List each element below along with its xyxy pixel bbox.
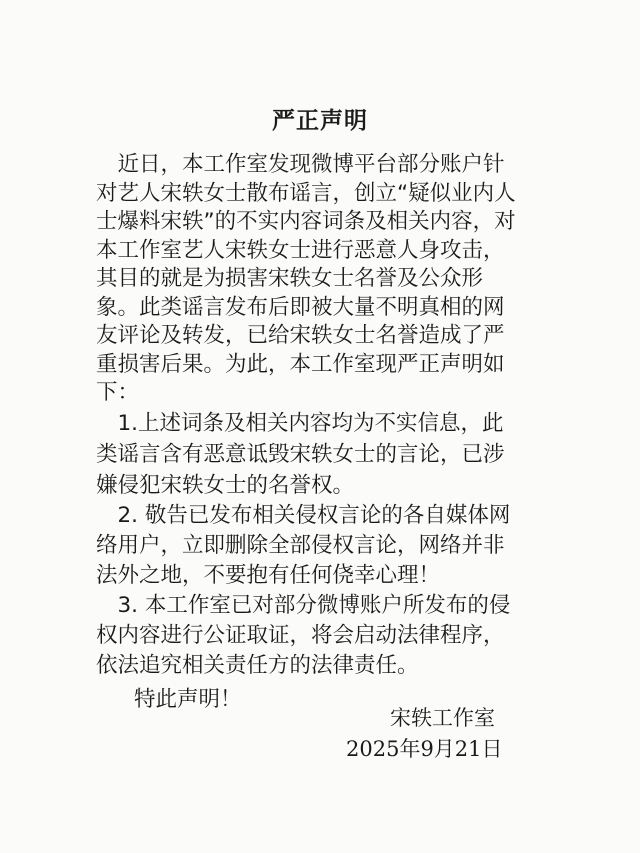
item-2-line: 2. 敬告已发布相关侵权言论的各自媒体网 [96, 503, 511, 528]
intro-line: 友评论及转发，已给宋轶女士名誉造成了严 [96, 323, 505, 348]
signature-name: 宋轶工作室 [390, 706, 495, 730]
page-title: 严正声明 [272, 108, 368, 134]
intro-line: 对艺人宋轶女士散布谣言，创立“疑似业内人 [96, 181, 516, 206]
item-3-line: 权内容进行公证取证，将会启动法律程序， [96, 623, 505, 648]
item-1-line: 类谣言含有恶意诋毁宋轶女士的言论，已涉 [96, 442, 505, 467]
item-3-line: 3. 本工作室已对部分微博账户所发布的侵 [96, 593, 511, 618]
intro-line: 其目的就是为损害宋轶女士名誉及公众形 [96, 266, 484, 291]
item-3-line: 依法追究相关责任方的法律责任。 [96, 653, 419, 678]
intro-line: 近日，本工作室发现微博平台部分账户针 [96, 152, 505, 177]
signature-date: 2025年9月21日 [346, 737, 503, 761]
item-2-line: 法外之地，不要抱有任何侥幸心理！ [96, 563, 441, 588]
item-1-line: 1.上述词条及相关内容均为不实信息，此 [96, 411, 504, 436]
intro-line: 士爆料宋轶”的不实内容词条及相关内容，对 [96, 209, 516, 234]
item-1-line: 嫌侵犯宋轶女士的名誉权。 [96, 473, 355, 498]
intro-line: 重损害后果。为此，本工作室现严正声明如 [96, 352, 505, 377]
intro-line: 本工作室艺人宋轶女士进行恶意人身攻击， [96, 238, 505, 263]
closing-text: 特此声明！ [134, 687, 242, 712]
intro-line: 象。此类谣言发布后即被大量不明真相的网 [96, 295, 505, 320]
intro-line: 下： [96, 380, 140, 405]
item-2-line: 络用户，立即删除全部侵权言论，网络并非 [96, 533, 505, 558]
